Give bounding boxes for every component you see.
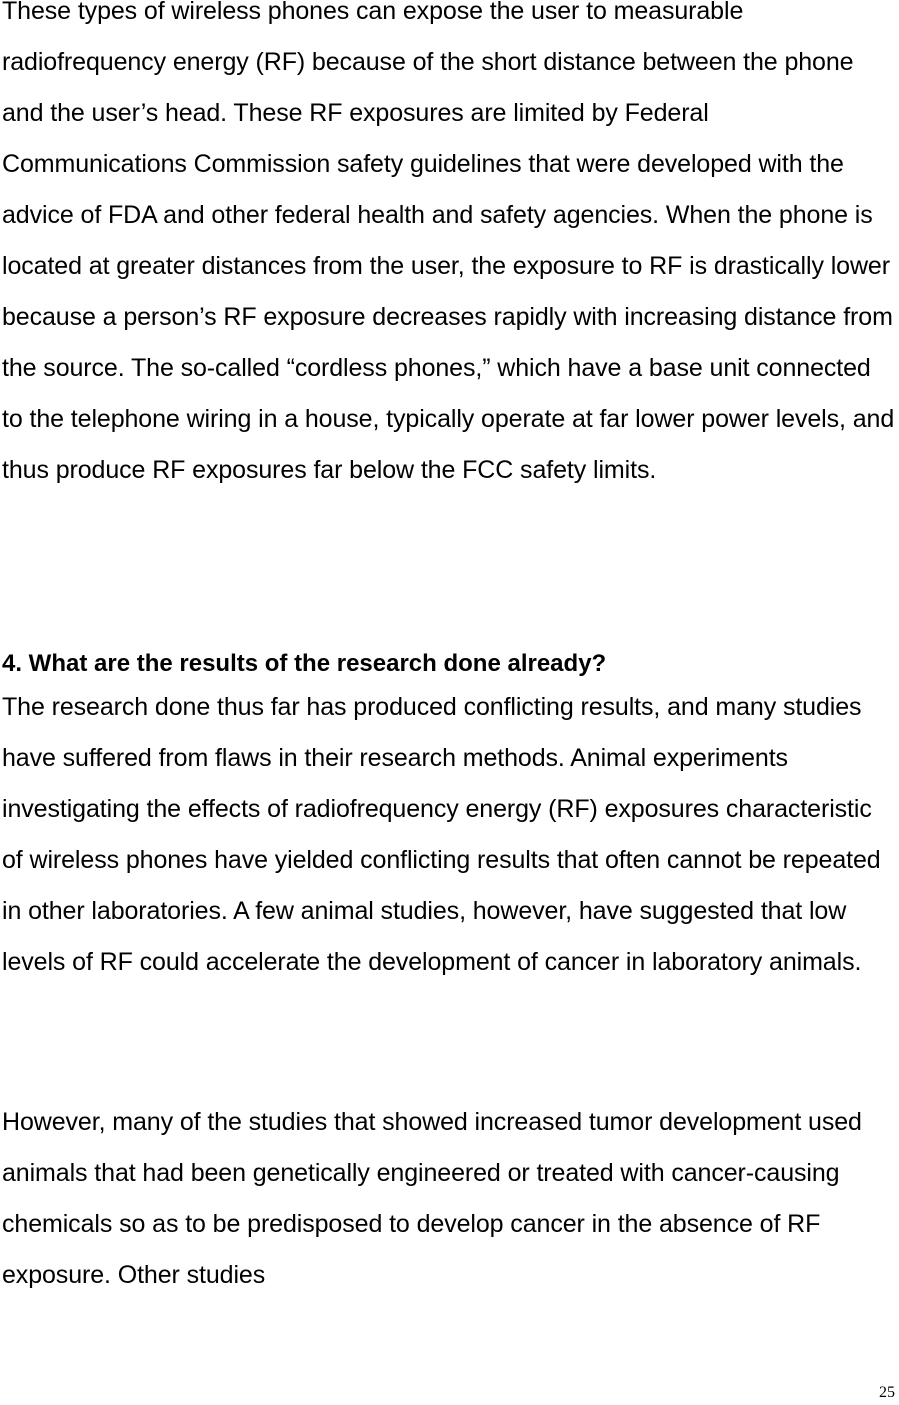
body-paragraph: These types of wireless phones can expose the user to measurable radiofrequency energy (RF) because of the short distance between the phone and the user’s head. These RF exposures are limited by Federal Communications Commission safety guidelines that were developed with the advice of FDA and other federal health and safety agencies. When the phone is located at greater distances from the user, the exposure to RF is drastically lower because a person’s RF exposure decreases rapidly with increasing distance from the source. The so-called “cordless phones,” which have a base unit connected to the telephone wiring in a house, typically operate at far lower power levels, and thus produce RF exposures far below the FCC safety limits. — [2, 0, 895, 484]
page-number: 25 — [879, 1384, 895, 1401]
body-paragraph: The research done thus far has produced conflicting results, and many studies have suffered from flaws in their research methods. Animal experiments investigating the effects of radiofrequency energy (RF) exposures characteristic of wireless phones have yielded conflicting results that often cannot be repeated in other laboratories. A few animal studies, however, have suggested that low levels of RF could accelerate the development of cancer in laboratory animals. — [2, 693, 881, 976]
body-paragraph: However, many of the studies that showed increased tumor development used animals that had been genetically engineered or treated with cancer-causing chemicals so as to be predisposed to develop cancer in the absence of RF exposure. Other studies — [2, 1108, 862, 1289]
section-heading: 4. What are the results of the research done already? — [2, 650, 607, 677]
